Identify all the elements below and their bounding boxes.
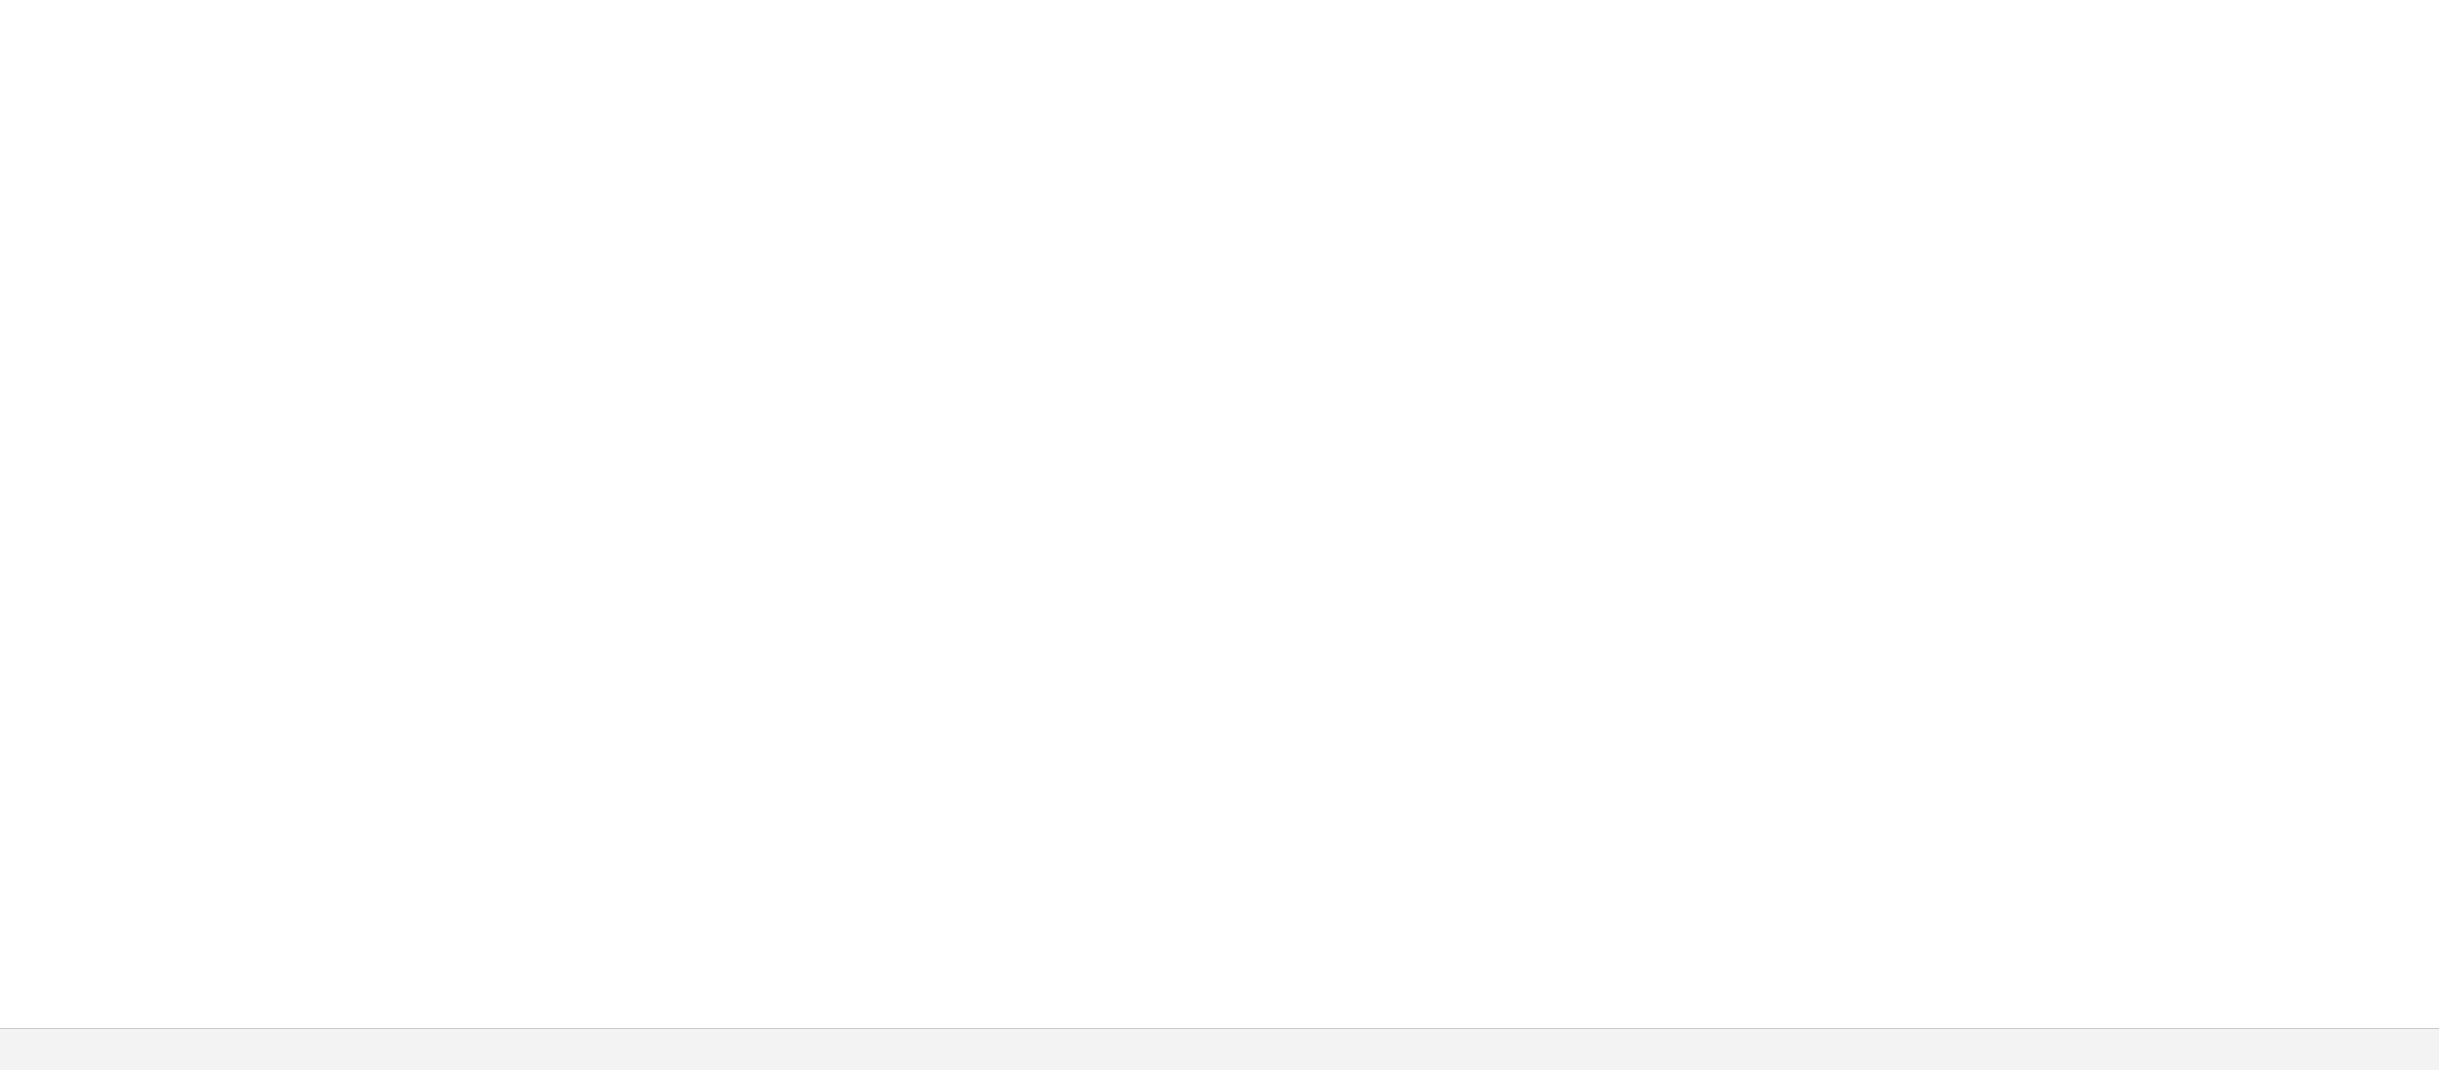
sheet-tab-bar [0, 1028, 2439, 1070]
